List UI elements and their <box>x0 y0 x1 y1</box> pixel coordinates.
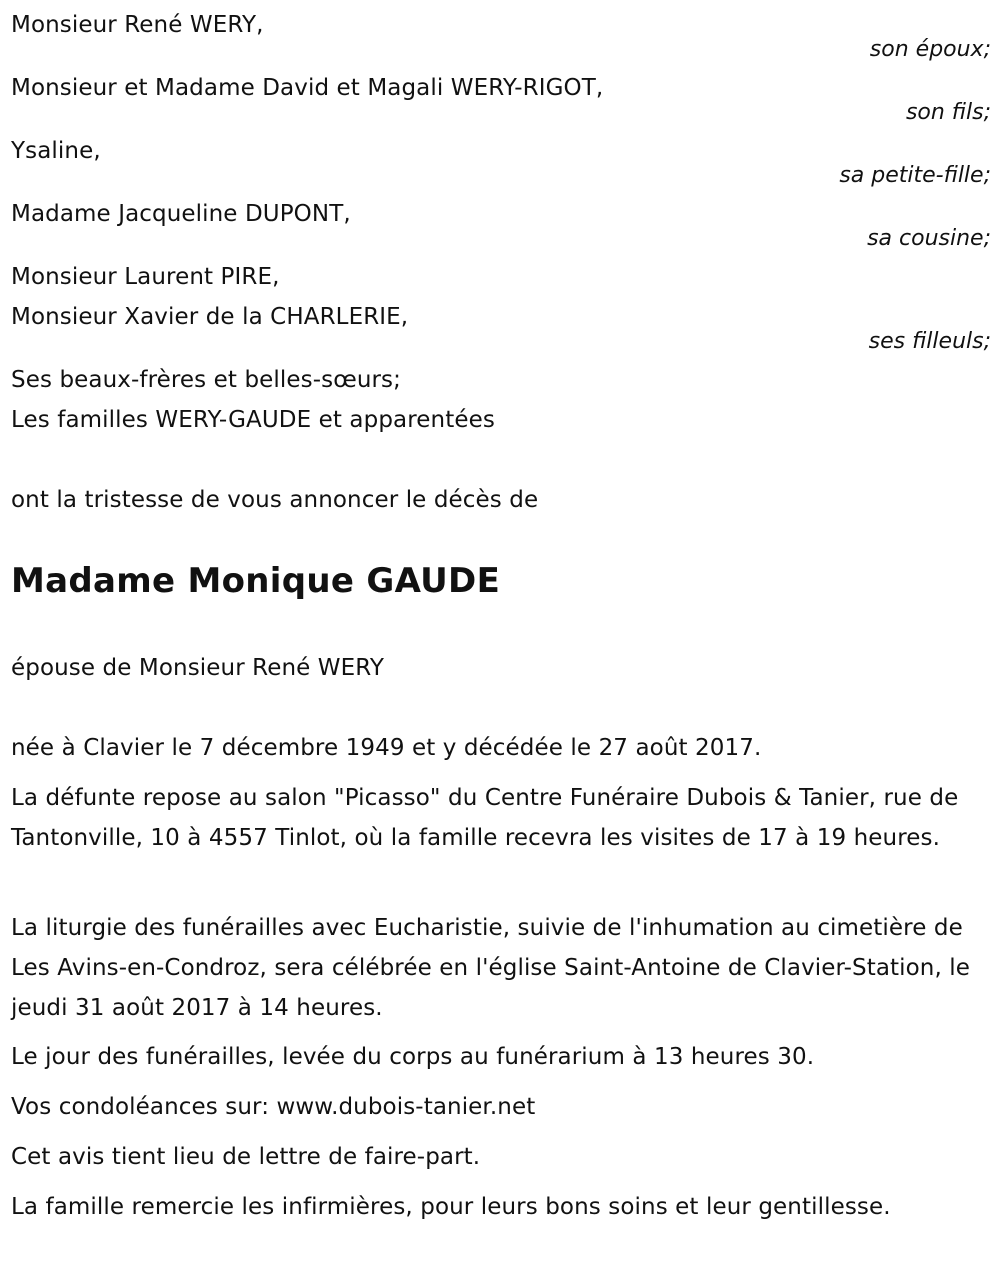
family-relation: ses filleuls; <box>868 329 991 354</box>
family-member-name: Monsieur René WERY, <box>11 12 264 38</box>
family-member-name: Madame Jacqueline DUPONT, <box>11 201 351 227</box>
family-relation: son époux; <box>869 37 991 62</box>
procession-paragraph: Le jour des funérailles, levée du corps au funérarium à 13 heures 30. <box>11 1044 815 1070</box>
family-member-name: Monsieur et Madame David et Magali WERY-RIGOT, <box>11 75 604 101</box>
notice-paragraph: Cet avis tient lieu de lettre de faire-part. <box>11 1144 481 1170</box>
family-member-name: Ysaline, <box>11 138 101 164</box>
deceased-name: Madame Monique GAUDE <box>11 561 501 601</box>
visitation-paragraph: La défunte repose au salon "Picasso" du Centre Funéraire Dubois & Tanier, rue de Tantonville, 10 à 4557 Tinlot, où la famille recevra les visites de 17 à 19 heures. <box>11 785 959 851</box>
other-relatives: Ses beaux-frères et belles-sœurs; <box>11 367 401 393</box>
thanks-paragraph: La famille remercie les infirmières, pour leurs bons soins et leur gentillesse. <box>11 1194 891 1220</box>
family-relation: son fils; <box>905 100 991 125</box>
family-member-name: Monsieur Xavier de la CHARLERIE, <box>11 304 409 330</box>
other-relatives: Les familles WERY-GAUDE et apparentées <box>11 407 495 433</box>
family-relation: sa petite-fille; <box>839 163 991 188</box>
birth-death-paragraph: née à Clavier le 7 décembre 1949 et y décédée le 27 août 2017. <box>11 735 762 761</box>
announcement-text: ont la tristesse de vous annoncer le décès de <box>11 487 539 513</box>
funeral-service-paragraph: La liturgie des funérailles avec Eucharistie, suivie de l'inhumation au cimetière de Les Avins-en-Condroz, sera célébrée en l'église Saint-Antoine de Clavier-Station, le jeudi 31 août 2017 à 14 heures. <box>11 915 971 1021</box>
family-relation: sa cousine; <box>867 226 991 251</box>
family-member-name: Monsieur Laurent PIRE, <box>11 264 280 290</box>
condolences-paragraph: Vos condoléances sur: www.dubois-tanier.net <box>11 1094 536 1120</box>
spouse-line: épouse de Monsieur René WERY <box>11 655 385 681</box>
